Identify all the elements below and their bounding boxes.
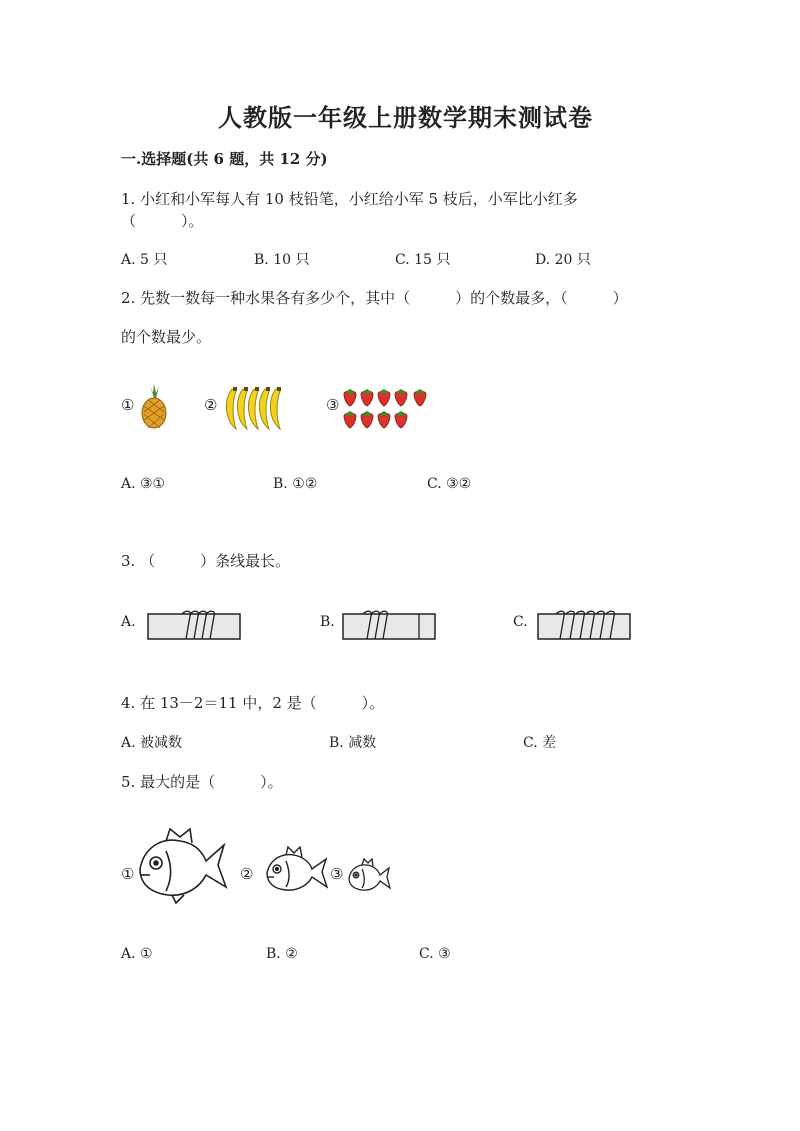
fish-label-1: ① bbox=[121, 865, 135, 883]
fish-small-image bbox=[347, 858, 391, 894]
question-4-option-c[interactable]: C. 差 bbox=[523, 735, 557, 751]
fruit-label-1: ① bbox=[121, 396, 135, 414]
question-1-text: 1. 小红和小军每人有 10 枝铅笔，小红给小军 5 枝后，小军比小红多 bbox=[121, 190, 578, 208]
question-5-option-b[interactable]: B. ② bbox=[266, 946, 298, 962]
question-3-text: 3. （ ）条线最长。 bbox=[121, 552, 291, 570]
fish-label-2: ② bbox=[240, 865, 254, 883]
question-5-option-c[interactable]: C. ③ bbox=[419, 946, 451, 962]
question-1-option-b[interactable]: B. 10 只 bbox=[254, 252, 310, 268]
page-title: 人教版一年级上册数学期末测试卷 bbox=[218, 103, 593, 132]
line-wrapped-rect-b bbox=[341, 610, 437, 642]
bananas-image bbox=[222, 387, 290, 431]
fruit-label-2: ② bbox=[204, 396, 218, 414]
line-wrapped-rect-c bbox=[536, 610, 632, 642]
question-2-text-cont: 的个数最少。 bbox=[121, 328, 212, 346]
fish-large-image bbox=[136, 825, 228, 905]
strawberries-image bbox=[342, 388, 432, 432]
fruit-label-3: ③ bbox=[326, 396, 340, 414]
question-1-option-c[interactable]: C. 15 只 bbox=[395, 252, 451, 268]
line-wrapped-rect-a bbox=[146, 610, 242, 642]
question-1-blank: （ ）。 bbox=[121, 212, 204, 230]
question-5-text: 5. 最大的是（ ）。 bbox=[121, 773, 283, 791]
question-4-text: 4. 在 13－2＝11 中，2 是（ ）。 bbox=[121, 694, 385, 712]
question-1-option-a[interactable]: A. 5 只 bbox=[121, 252, 168, 268]
pineapple-image bbox=[138, 384, 170, 430]
fish-label-3: ③ bbox=[330, 865, 344, 883]
question-2-option-a[interactable]: A. ③① bbox=[121, 476, 166, 492]
question-1-option-d[interactable]: D. 20 只 bbox=[535, 252, 591, 268]
question-4-option-b[interactable]: B. 减数 bbox=[329, 735, 377, 751]
section-heading: 一.选择题(共 6 题，共 12 分) bbox=[121, 150, 328, 168]
line-option-b-label: B. bbox=[320, 614, 335, 630]
question-5-option-a[interactable]: A. ① bbox=[121, 946, 153, 962]
line-option-a-label: A. bbox=[121, 614, 136, 630]
line-option-c-label: C. bbox=[513, 614, 528, 630]
question-2-option-c[interactable]: C. ③② bbox=[427, 476, 472, 492]
question-2-option-b[interactable]: B. ①② bbox=[273, 476, 318, 492]
question-4-option-a[interactable]: A. 被减数 bbox=[121, 735, 183, 751]
fish-medium-image bbox=[264, 845, 328, 895]
question-2-text: 2. 先数一数每一种水果各有多少个，其中（ ）的个数最多，（ ） bbox=[121, 289, 628, 307]
